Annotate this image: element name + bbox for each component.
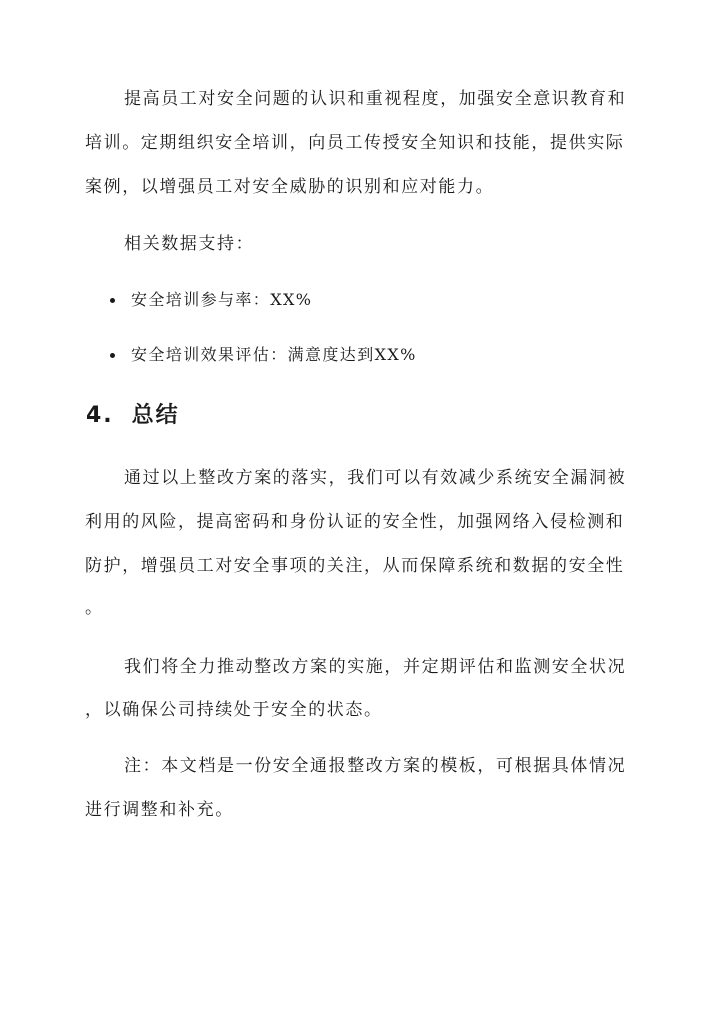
data-support-label: 相关数据支持：: [124, 234, 255, 254]
paragraph-2-line-1: 通过以上整改方案的落实，我们可以有效减少系统安全漏洞被: [124, 468, 627, 488]
note-line-1: 注：本文档是一份安全通报整改方案的模板，可根据具体情况: [124, 756, 627, 776]
paragraph-1-line-1: 提高员工对安全问题的认识和重视程度，加强安全意识教育和: [124, 89, 627, 109]
note-line-2: 进行调整和补充。: [85, 800, 234, 820]
paragraph-2-line-4: 。: [85, 598, 104, 618]
section-title: 总结: [131, 403, 180, 428]
bullet-dot-icon: [110, 353, 115, 358]
paragraph-2-line-2: 利用的风险，提高密码和身份认证的安全性，加强网络入侵检测和: [85, 512, 625, 532]
paragraph-3-line-1: 我们将全力推动整改方案的实施，并定期评估和监测安全状况: [124, 657, 627, 677]
paragraph-1-line-3: 案例，以增强员工对安全威胁的识别和应对能力。: [85, 177, 495, 197]
section-number: 4.: [86, 403, 114, 428]
bullet-item-evaluation: 安全培训效果评估：满意度达到XX%: [131, 345, 417, 364]
paragraph-3-line-2: ，以确保公司持续处于安全的状态。: [85, 700, 383, 720]
paragraph-2-line-3: 防护，增强员工对安全事项的关注，从而保障系统和数据的安全性: [85, 556, 625, 576]
section-heading: [86, 398, 180, 429]
bullet-dot-icon: [110, 298, 115, 303]
bullet-item-participation: 安全培训参与率：XX%: [131, 290, 313, 309]
paragraph-1-line-2: 培训。定期组织安全培训，向员工传授安全知识和技能，提供实际: [85, 133, 625, 153]
